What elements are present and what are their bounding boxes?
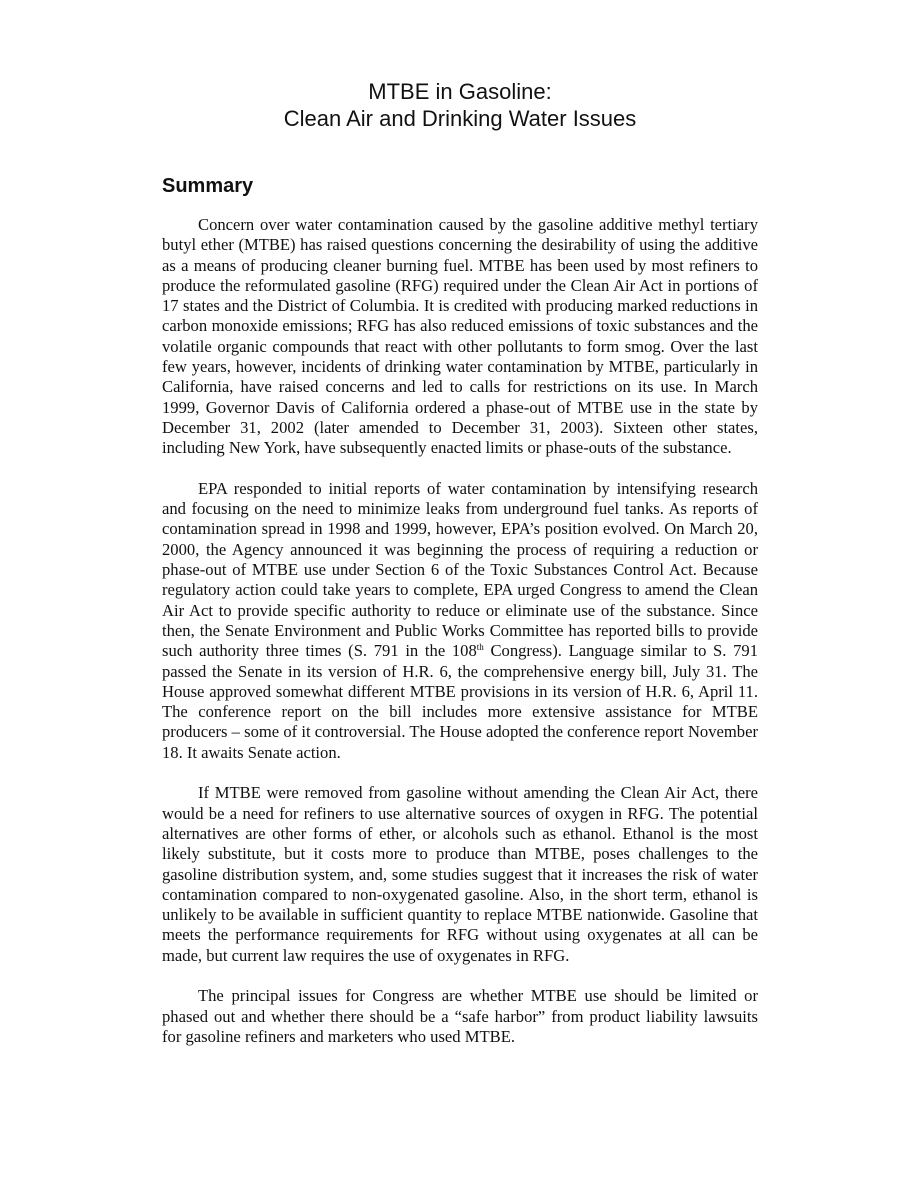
document-title (162, 78, 758, 132)
paragraph-2-text-b: Congress). Language similar to S. 791 passed the Senate in its version of H.R. 6, the comprehensive energy bill, July 31. The House approved somewhat different MTBE provisions in its version of H.R. 6, April 11. The conference report on the bill includes more extensive assistance for MTBE producers – some of it controversial. The House adopted the conference report November 18. It awaits Senate action. (162, 641, 758, 762)
document-page (162, 78, 758, 1067)
paragraph-2-text-a: EPA responded to initial reports of water contamination by intensifying research and focusing on the need to minimize leaks from underground fuel tanks. As reports of contamination spread in 1998 and 1999, however, EPA’s position evolved. On March 20, 2000, the Agency announced it was beginning the process of requiring a reduction or phase-out of MTBE use under Section 6 of the Toxic Substances Control Act. Because regulatory action could take years to complete, EPA urged Congress to amend the Clean Air Act to provide specific authority to reduce or eliminate use of the substance. Since then, the Senate Environment and Public Works Committee has reported bills to provide such authority three times (S. 791 in the 108 (162, 478, 758, 661)
paragraph-2 (162, 479, 758, 763)
section-heading-summary: Summary (162, 175, 254, 197)
title-line-1: MTBE in Gasoline: (368, 79, 552, 104)
paragraph-1: Concern over water contamination caused by the gasoline additive methyl tertiary butyl ether (MTBE) has raised questions concerning the desirability of using the additive as a means of producing cleaner burning fuel. MTBE has been used by most refiners to produce the reformulated gasoline (RFG) required under the Clean Air Act in portions of 17 states and the District of Columbia. It is credited with producing marked reductions in carbon monoxide emissions; RFG has also reduced emissions of toxic substances and the volatile organic compounds that react with other pollutants to form smog. Over the last few years, however, incidents of drinking water contamination by MTBE, particularly in California, have raised concerns and led to calls for restrictions on its use. In March 1999, Governor Davis of California ordered a phase-out of MTBE use in the state by December 31, 2002 (later amended to December 31, 2003). Sixteen other states, including New York, have subsequently enacted limits or phase-outs of the substance. (162, 215, 758, 458)
ordinal-superscript: th (476, 642, 484, 653)
paragraph-4: The principal issues for Congress are whether MTBE use should be limited or phased out and whether there should be a “safe harbor” from product liability lawsuits for gasoline refiners and marketers who used MTBE. (162, 986, 758, 1046)
title-line-2: Clean Air and Drinking Water Issues (283, 106, 637, 131)
paragraph-3: If MTBE were removed from gasoline without amending the Clean Air Act, there would be a need for refiners to use alternative sources of oxygen in RFG. The potential alternatives are other forms of ether, or alcohols such as ethanol. Ethanol is the most likely substitute, but it costs more to produce than MTBE, poses challenges to the gasoline distribution system, and, some studies suggest that it increases the risk of water contamination compared to non-oxygenated gasoline. Also, in the short term, ethanol is unlikely to be available in sufficient quantity to replace MTBE nationwide. Gasoline that meets the performance requirements for RFG without using oxygenates at all can be made, but current law requires the use of oxygenates in RFG. (162, 783, 758, 965)
